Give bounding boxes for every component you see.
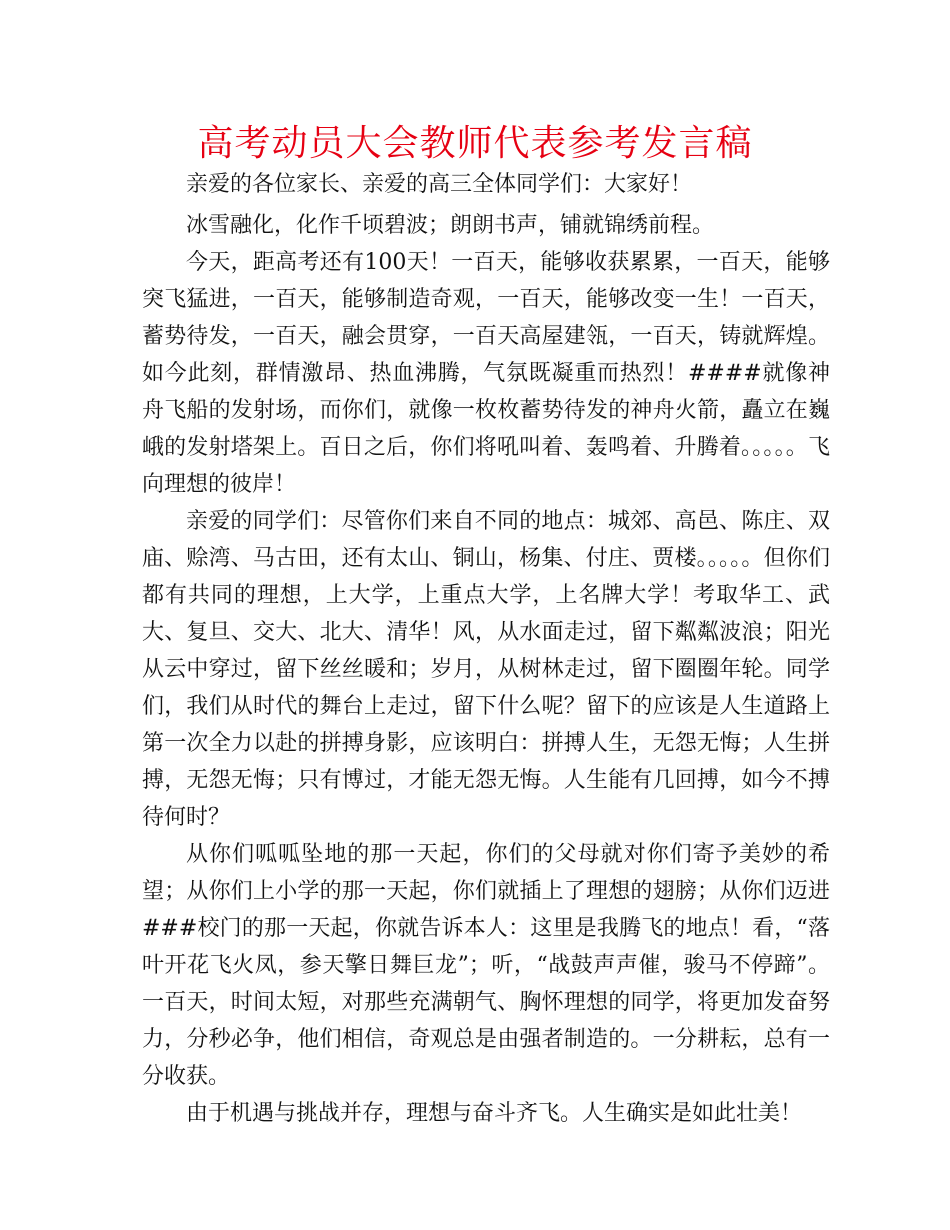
opening-couplet-paragraph: 冰雪融化，化作千顷碧波；朗朗书声，铺就锦绣前程。 bbox=[186, 213, 715, 238]
document-title: 高考动员大会教师代表参考发言稿 bbox=[197, 123, 753, 164]
greeting-paragraph: 亲爱的各位家长、亲爱的高三全体同学们：大家好！ bbox=[186, 172, 693, 197]
document-body bbox=[142, 163, 830, 1132]
closing-paragraph: 由于机遇与挑战并存，理想与奋斗齐飞。人生确实是如此壮美！ bbox=[186, 1101, 803, 1126]
parents-hope-paragraph: 从你们呱呱坠地的那一天起，你们的父母就对你们寄予美妙的希望；从你们上小学的那一天起，你们就插上了理想的翅膀；从你们迈进###校门的那一天起，你就告诉本人：这里是我腾飞的地点！看，“落叶开花飞火凤，参天擎日舞巨龙”；听，“战鼓声声催，骏马不停蹄”。一百天，时间太短，对那些充满朝气、胸怀理想的同学，将更加发奋努力，分秒必争，他们相信，奇观总是由强者制造的。一分耕耘，总有一分收获。 bbox=[142, 842, 830, 1089]
hundred-days-paragraph: 今天，距高考还有100天！一百天，能够收获累累，一百天，能够突飞猛进，一百天，能够制造奇观，一百天，能够改变一生！一百天，蓄势待发，一百天，融会贯穿，一百天高屋建瓴，一百天，铸就辉煌。如今此刻，群情激昂、热血沸腾，气氛既凝重而热烈！####就像神舟飞船的发射场，而你们，就像一枚枚蓄势待发的神舟火箭，矗立在巍峨的发射塔架上。百日之后，你们将吼叫着、轰鸣着、升腾着。。。。。飞向理想的彼岸！ bbox=[142, 250, 830, 497]
students-dream-paragraph: 亲爱的同学们：尽管你们来自不同的地点：城郊、高邑、陈庄、双庙、赊湾、马古田，还有太山、铜山，杨集、付庄、贾楼。。。。。但你们都有共同的理想，上大学，上重点大学，上名牌大学！考取华工、武大、复旦、交大、北大、清华！风，从水面走过，留下粼粼波浪；阳光从云中穿过，留下丝丝暖和；岁月，从树林走过，留下圈圈年轮。同学们，我们从时代的舞台上走过，留下什么呢？留下的应该是人生道路上第一次全力以赴的拼搏身影，应该明白：拼搏人生，无怨无悔；人生拼搏，无怨无悔；只有博过，才能无怨无悔。人生能有几回搏，如今不搏待何时？ bbox=[142, 509, 830, 830]
